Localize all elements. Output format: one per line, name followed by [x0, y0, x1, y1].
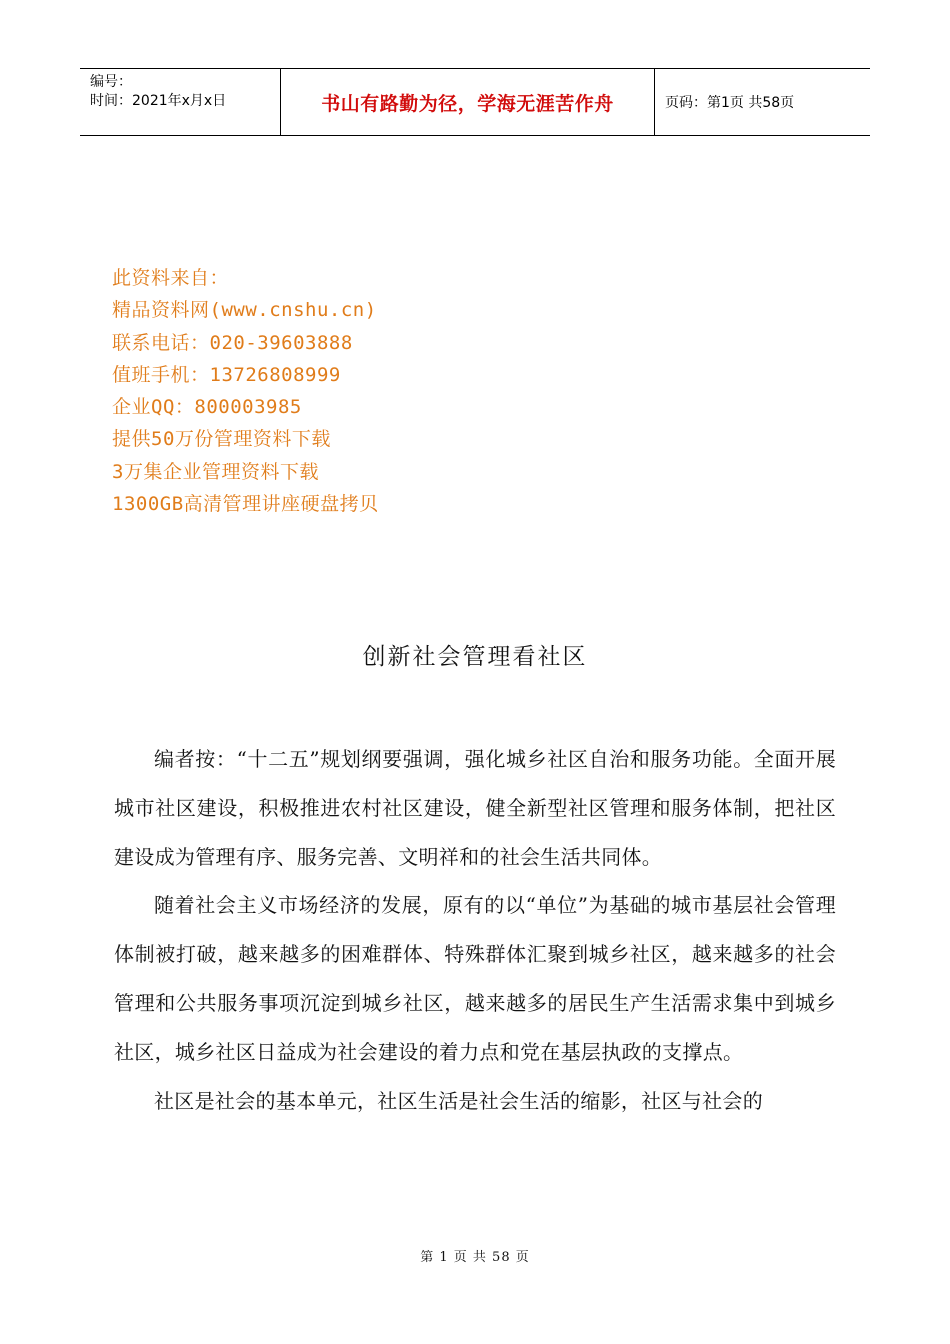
source-line-qq: 企业QQ：800003985 [112, 396, 302, 419]
source-line-origin: 此资料来自： [112, 267, 230, 289]
document-date-label: 时间：2021年x月x日 [90, 93, 227, 109]
document-title: 创新社会管理看社区 [362, 644, 588, 670]
header-motto: 书山有路勤为径，学海无涯苦作舟 [281, 69, 655, 135]
header-page-info: 页码：第1页 共58页 [665, 95, 795, 111]
source-info-block [112, 262, 379, 520]
header-meta-cell [80, 69, 281, 135]
body-paragraph: 社区是社会的基本单元，社区生活是社会生活的缩影，社区与社会的 [154, 1088, 763, 1113]
page-footer: 第 1 页 共 58 页 [420, 1250, 530, 1265]
document-header [80, 68, 870, 136]
source-line-phone: 联系电话：020-39603888 [112, 331, 353, 354]
source-line-offer-1: 提供50万份管理资料下载 [112, 428, 331, 451]
document-number-label: 编号： [90, 74, 132, 90]
body-paragraph: 编者按：“十二五”规划纲要强调，强化城乡社区自治和服务功能。全面开展城市社区建设，积极推进农村社区建设，健全新型社区管理和服务体制，把社区建设成为管理有序、服务完善、文明祥和的社会生活共同体。 [114, 747, 836, 869]
source-line-mobile: 值班手机：13726808999 [112, 363, 341, 386]
document-body [114, 735, 836, 1125]
source-line-offer-2: 3万集企业管理资料下载 [112, 460, 319, 483]
source-line-website: 精品资料网(www.cnshu.cn) [112, 299, 377, 322]
body-paragraph: 随着社会主义市场经济的发展，原有的以“单位”为基础的城市基层社会管理体制被打破，越来越多的困难群体、特殊群体汇聚到城乡社区，越来越多的社会管理和公共服务事项沉淀到城乡社区，越来越多的居民生产生活需求集中到城乡社区，城乡社区日益成为社会建设的着力点和党在基层执政的支撑点。 [114, 893, 836, 1064]
source-line-offer-3: 1300GB高清管理讲座硬盘拷贝 [112, 493, 379, 516]
